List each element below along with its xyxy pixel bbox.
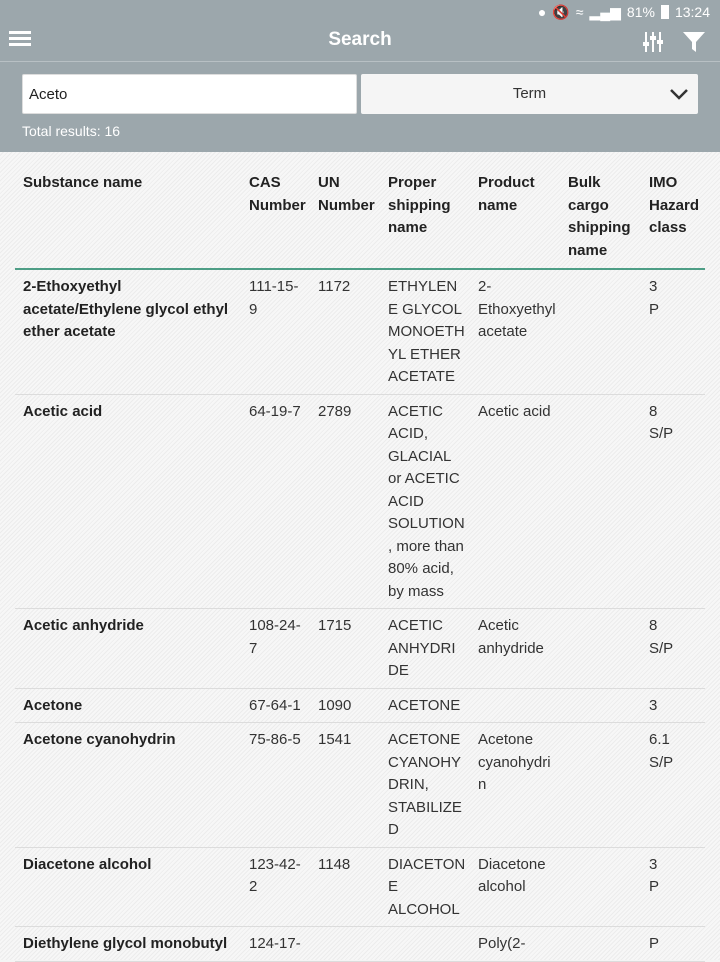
table-cell xyxy=(470,688,560,723)
column-header: Substance name xyxy=(15,152,241,269)
table-cell: 111-15-9 xyxy=(241,269,310,394)
table-cell: ACETONE CYANOHYDRIN, STABILIZED xyxy=(380,723,470,848)
battery-icon xyxy=(661,5,669,19)
table-cell xyxy=(560,269,641,394)
table-cell: 1715 xyxy=(310,609,380,689)
column-header: Product name xyxy=(470,152,560,269)
table-cell xyxy=(560,723,641,848)
table-cell: 123-42-2 xyxy=(241,847,310,927)
table-cell: Acetone cyanohydrin xyxy=(470,723,560,848)
search-type-value: Term xyxy=(512,85,547,102)
table-cell: Acetic anhydride xyxy=(470,609,560,689)
column-header: CAS Number xyxy=(241,152,310,269)
table-cell: 67-64-1 xyxy=(241,688,310,723)
search-type-select[interactable] xyxy=(361,74,698,114)
table-cell xyxy=(560,927,641,962)
table-cell: ETHYLENE GLYCOL MONOETHYL ETHER ACETATE xyxy=(380,269,470,394)
table-cell xyxy=(310,927,380,962)
table-cell: ACETIC ANHYDRIDE xyxy=(380,609,470,689)
clock: 13:24 xyxy=(674,4,710,20)
table-cell: 108-24-7 xyxy=(241,609,310,689)
settings-sliders-icon[interactable] xyxy=(642,32,664,52)
battery-level: 81% xyxy=(626,4,655,20)
mute-icon: 🔇 xyxy=(552,3,570,20)
table-cell: Acetone cyanohydrin xyxy=(15,723,241,848)
table-cell: Diacetone alcohol xyxy=(15,847,241,927)
table-cell xyxy=(560,847,641,927)
table-row[interactable] xyxy=(15,269,705,394)
table-cell xyxy=(560,609,641,689)
table-cell: 3 xyxy=(641,688,705,723)
app-bar xyxy=(0,24,720,62)
column-header: Bulk cargo shipping name xyxy=(560,152,641,269)
table-row[interactable] xyxy=(15,394,705,609)
table-header xyxy=(15,152,705,269)
table-cell: 2-Ethoxyethyl acetate xyxy=(470,269,560,394)
page-title: Search xyxy=(328,29,392,50)
status-bar xyxy=(0,0,720,24)
table-cell: 64-19-7 xyxy=(241,394,310,609)
table-cell: ACETONE xyxy=(380,688,470,723)
table-cell: Acetic acid xyxy=(470,394,560,609)
table-row[interactable] xyxy=(15,609,705,689)
table-row[interactable] xyxy=(15,688,705,723)
table-cell: 8 S/P xyxy=(641,609,705,689)
table-cell xyxy=(380,927,470,962)
table-cell: 1541 xyxy=(310,723,380,848)
column-header: IMO Hazard class xyxy=(641,152,705,269)
wifi-icon: ≈ xyxy=(575,4,584,20)
table-cell: 1148 xyxy=(310,847,380,927)
table-cell: 1090 xyxy=(310,688,380,723)
location-icon: ● xyxy=(537,4,547,20)
filter-icon[interactable] xyxy=(683,32,705,52)
table-cell: 1172 xyxy=(310,269,380,394)
table-cell xyxy=(560,394,641,609)
table-cell: 75-86-5 xyxy=(241,723,310,848)
table-cell xyxy=(560,688,641,723)
table-cell: 124-17- xyxy=(241,927,310,962)
signal-icon: ▂▄▆ xyxy=(589,3,621,20)
table-row[interactable] xyxy=(15,847,705,927)
table-cell: ACETIC ACID, GLACIAL or ACETIC ACID SOLUTION, more than 80% acid, by mass xyxy=(380,394,470,609)
column-header: Proper shipping name xyxy=(380,152,470,269)
table-row[interactable] xyxy=(15,927,705,962)
table-cell: Poly(2- xyxy=(470,927,560,962)
table-cell: Diethylene glycol monobutyl xyxy=(15,927,241,962)
search-panel xyxy=(0,62,720,152)
table-cell: DIACETONE ALCOHOL xyxy=(380,847,470,927)
table-cell: P xyxy=(641,927,705,962)
column-header: UN Number xyxy=(310,152,380,269)
table-cell: 3 P xyxy=(641,269,705,394)
table-cell: 8 S/P xyxy=(641,394,705,609)
table-cell: Acetic anhydride xyxy=(15,609,241,689)
table-cell: Diacetone alcohol xyxy=(470,847,560,927)
results-table-container xyxy=(0,152,720,960)
table-cell: Acetone xyxy=(15,688,241,723)
table-row[interactable] xyxy=(15,723,705,848)
table-cell: 2789 xyxy=(310,394,380,609)
table-cell: Acetic acid xyxy=(15,394,241,609)
search-input[interactable] xyxy=(22,74,357,114)
table-cell: 3 P xyxy=(641,847,705,927)
chevron-down-icon xyxy=(670,88,688,100)
table-cell: 2-Ethoxyethyl acetate/Ethylene glycol ethyl ether acetate xyxy=(15,269,241,394)
results-table xyxy=(15,152,705,962)
total-results: Total results: 16 xyxy=(22,123,121,139)
table-cell: 6.1 S/P xyxy=(641,723,705,848)
